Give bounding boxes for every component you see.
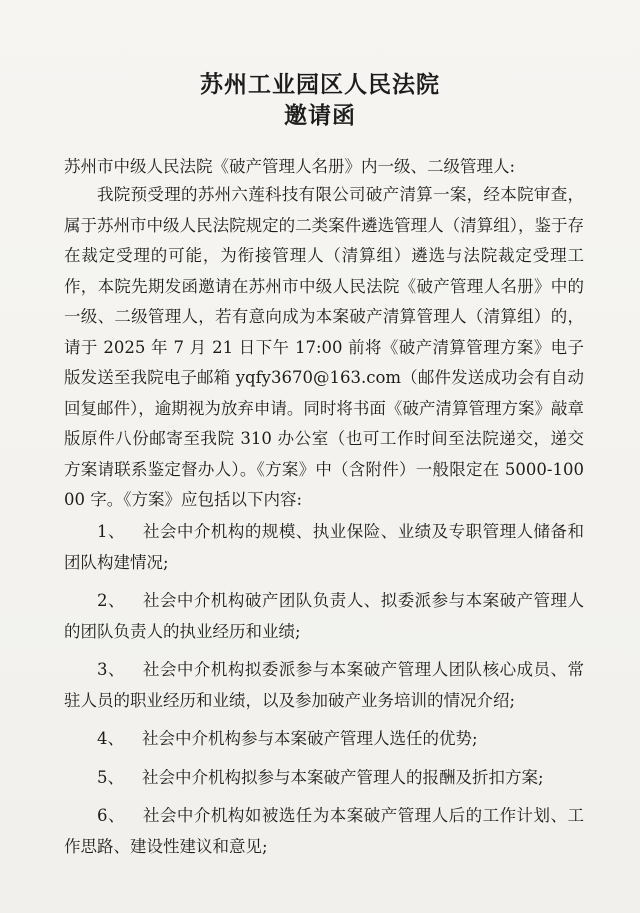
list-item <box>64 724 584 755</box>
list-item-number: 4、 <box>97 729 124 748</box>
list-item-number: 1、 <box>97 522 125 541</box>
list-item-number: 6、 <box>97 806 125 825</box>
list-item-number: 5、 <box>97 767 124 787</box>
list-item-text: 社会中介机构的规模、执业保险、业绩及专职管理人储备和团队构建情况; <box>64 522 585 572</box>
list-item <box>64 517 584 578</box>
main-paragraph: 我院预受理的苏州六莲科技有限公司破产清算一案，经本院审查，属于苏州市中级人民法院规定的二类案件遴选管理人（清算组），鉴于存在裁定受理的可能，为衔接管理人（清算组）遴选与法院裁定受理工作，本院先期发函邀请在苏州市中级人民法院《破产管理人名册》中的一级、二级管理人，若有意向成为本案破产清算管理人（清算组）的，请于 2025 年 7 月 21 日下午 17:00 前将《破产清算管理方案》电子版发送至我院电子邮箱 yqfy3670@163.com（邮件发送成功会有自动回复邮件），逾期视为放弃申请。同时将书面《破产清算管理方案》敲章版原件八份邮寄至我院 310 办公室（也可工作时间至法院递交，递交方案请联系鉴定督办人）。《方案》中（含附件）一般限定在 5000-10000 字。《方案》应包括以下内容: <box>64 185 584 509</box>
court-title: 苏州工业园区人民法院 <box>200 72 440 98</box>
list-item <box>64 655 584 716</box>
list-item-text: 社会中介机构拟委派参与本案破产管理人团队核心成员、常驻人员的职业经历和业绩，以及参加破产业务培训的情况介绍; <box>64 660 585 710</box>
list-item <box>64 586 584 647</box>
list-item-number: 3、 <box>97 660 125 679</box>
letter-title: 邀请函 <box>284 103 356 129</box>
salutation: 苏州市中级人民法院《破产管理人名册》内一级、二级管理人: <box>64 157 516 176</box>
list-item <box>64 801 584 862</box>
list-item-text: 社会中介机构拟参与本案破产管理人的报酬及折扣方案; <box>142 767 544 787</box>
list-item-text: 社会中介机构如被选任为本案破产管理人后的工作计划、工作思路、建设性建议和意见; <box>64 806 585 856</box>
list-item <box>64 763 584 794</box>
list-item-text: 社会中介机构参与本案破产管理人选任的优势; <box>142 729 478 748</box>
list-item-text: 社会中介机构破产团队负责人、拟委派参与本案破产管理人的团队负责人的执业经历和业绩; <box>64 591 585 641</box>
list-item-number: 2、 <box>97 591 125 610</box>
content-requirements-list <box>64 517 584 870</box>
